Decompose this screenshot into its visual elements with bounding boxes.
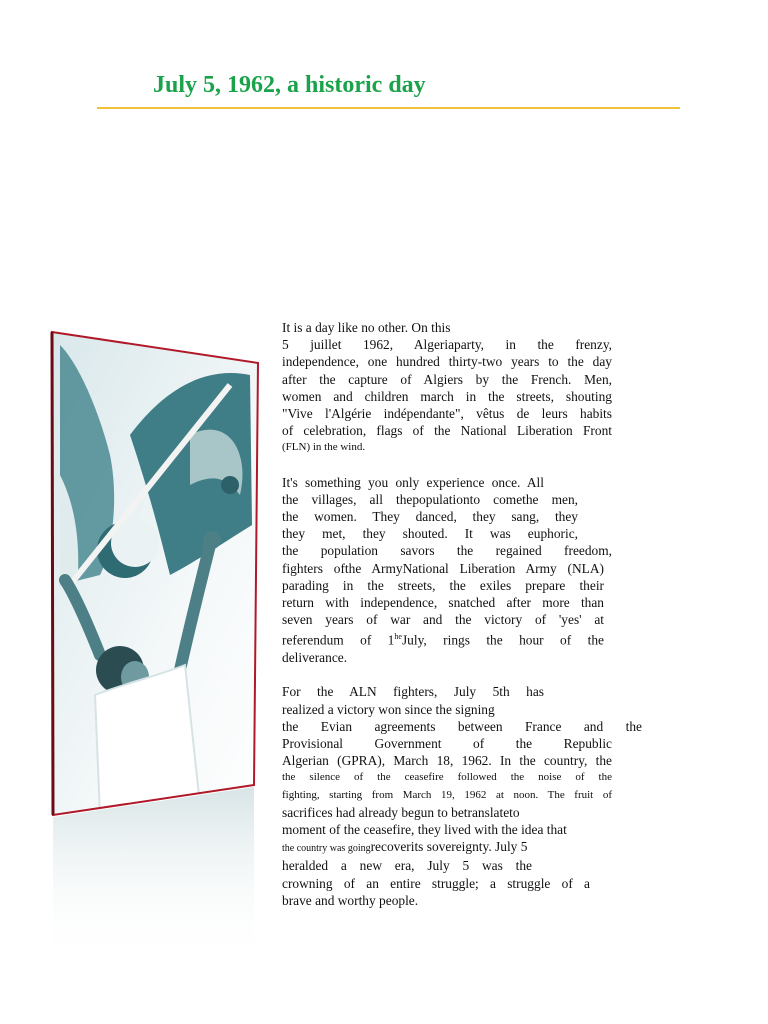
article-body: [282, 319, 642, 926]
text-line: the silence of the ceasefire followed the noise of the: [282, 771, 612, 784]
text-line: heralded a new era, July 5 was the: [282, 858, 532, 874]
text-line: women and children march in the streets, shouting: [282, 388, 612, 404]
text-line: the villages, all thepopulationto comethe men,: [282, 491, 578, 507]
text-fragment: July, rings the hour of the: [401, 632, 604, 648]
text-line: crowning of an entire struggle; a struggle of a: [282, 875, 590, 891]
text-line: the Evian agreements between France and the: [282, 718, 642, 734]
text-line: after the capture of Algiers by the French. Men,: [282, 371, 612, 387]
title-underline: [97, 107, 680, 109]
text-fragment: the country was going: [282, 843, 371, 855]
text-line: seven years of war and the victory of 'yes' at: [282, 612, 604, 628]
text-line: return with independence, snatched after more than: [282, 595, 604, 611]
text-line: For the ALN fighters, July 5th has: [282, 684, 544, 700]
text-line: (FLN) in the wind.: [282, 441, 366, 454]
text-line: the population savors the regained freedom,: [282, 543, 612, 559]
text-line: realized a victory won since the signing: [282, 701, 495, 717]
text-line: deliverance.: [282, 650, 348, 666]
text-line: 5 juillet 1962, Algeriaparty, in the frenzy,: [282, 337, 612, 353]
text-line: brave and worthy people.: [282, 892, 419, 908]
text-line: fighting, starting from March 19, 1962 at noon. The fruit of: [282, 788, 612, 801]
text-line: It's something you only experience once. All: [282, 474, 544, 490]
text-line: [282, 628, 604, 649]
text-line: moment of the ceasefire, they lived with the idea that: [282, 821, 567, 837]
text-fragment: recoverits sovereignty. July 5: [370, 839, 528, 855]
text-line: Algerian (GPRA), March 18, 1962. In the country, the: [282, 753, 612, 769]
text-line: the women. They danced, they sang, they: [282, 509, 578, 525]
text-line: It is a day like no other. On this: [282, 320, 451, 335]
page-title: July 5, 1962, a historic day: [153, 72, 426, 98]
paragraph-1: [282, 319, 612, 457]
text-fragment: referendum of 1: [282, 632, 395, 648]
superscript: he: [394, 632, 402, 642]
flag-celebration-photo-icon: [40, 325, 265, 975]
text-line: "Vive l'Algérie indépendante", vêtus de leurs habits: [282, 406, 612, 422]
text-line: parading in the streets, the exiles prepare their: [282, 577, 604, 593]
text-line: independence, one hundred thirty-two years to the day: [282, 354, 612, 370]
text-line: they met, they shouted. It was euphoric,: [282, 526, 578, 542]
paragraph-3: [282, 683, 642, 909]
text-line: Provisional Government of the Republic: [282, 735, 612, 751]
text-line: of celebration, flags of the National Liberation Front: [282, 423, 612, 439]
text-line: sacrifices had already begun to betranslateto: [282, 804, 520, 820]
text-line: [282, 838, 612, 857]
text-line: fighters ofthe ArmyNational Liberation Army (NLA): [282, 560, 604, 576]
paragraph-2: [282, 474, 612, 667]
